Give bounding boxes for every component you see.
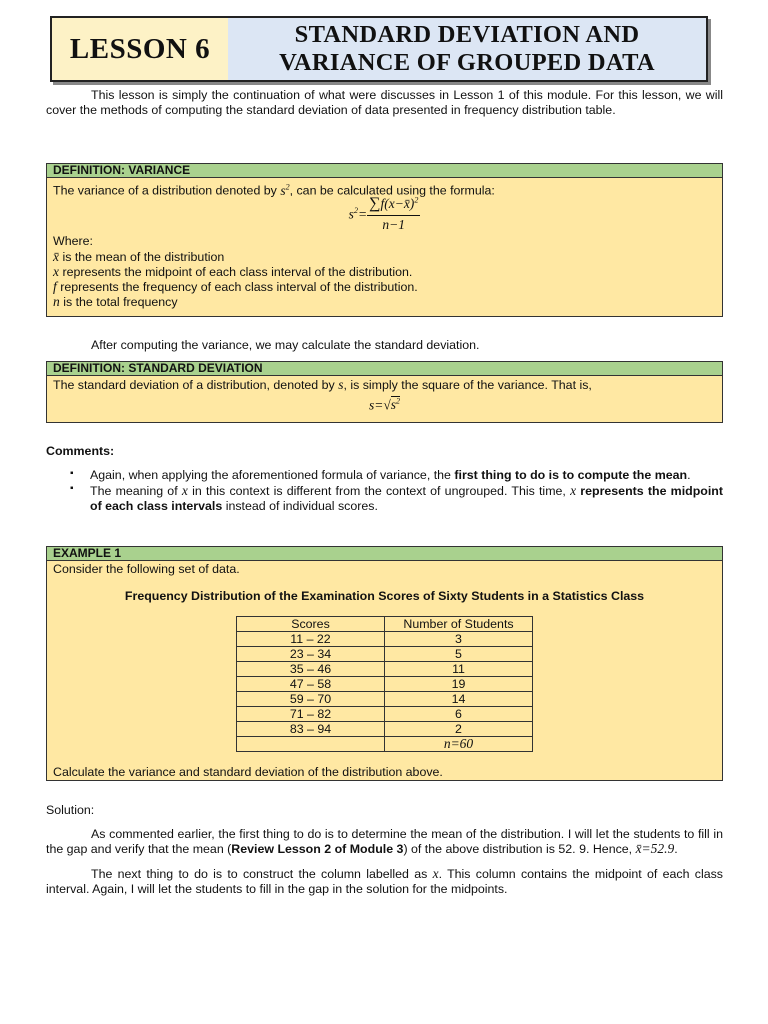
lesson-number: LESSON 6 [52, 18, 228, 80]
variance-heading: DEFINITION: VARIANCE [47, 164, 722, 178]
example-intro: Consider the following set of data. [53, 562, 240, 576]
solution-paragraph-2: The next thing to do is to construct the column labelled as x. This column contains the midpoint of each class interval. Again, I will let the students to fill in the gap in the solution for the midpoints. [46, 866, 723, 897]
comments-heading: Comments: [46, 444, 115, 458]
example-heading: EXAMPLE 1 [47, 547, 722, 561]
table-row: 47 – 58 19 [237, 676, 533, 691]
solution-section [46, 803, 723, 897]
sd-heading: DEFINITION: STANDARD DEVIATION [47, 362, 722, 376]
example-box [46, 546, 723, 781]
table-row: 35 – 46 11 [237, 661, 533, 676]
column-header: Number of Students [385, 616, 533, 631]
where-item: f represents the frequency of each class interval of the distribution. [53, 279, 418, 294]
variance-intro: The variance of a distribution denoted by $s^2$, can be calculated using the formula: [53, 182, 495, 198]
table-header-row [237, 616, 533, 631]
total-frequency: n=60 [385, 736, 533, 751]
table-row: 59 – 70 14 [237, 691, 533, 706]
lesson-title-line2: VARIANCE OF GROUPED DATA [279, 49, 655, 76]
lesson-title-line1: STANDARD DEVIATION AND [294, 21, 640, 49]
lesson-title [228, 18, 706, 80]
sd-text: The standard deviation of a distribution, denoted by s, is simply the square of the variance. That is, [53, 377, 592, 392]
table-row: 83 – 94 2 [237, 721, 533, 736]
comment-item: ▪ The meaning of x in this context is different from the context of ungrouped. This time, x represents the midpoint of each class intervals instead of individual scores. [90, 483, 723, 514]
column-header: Scores [237, 616, 385, 631]
table-row: 71 – 82 6 [237, 706, 533, 721]
variance-formula: $s^2=$ $\frac{\sum f(x-x̄)^2}{n-1}$ [348, 195, 419, 232]
lesson-header [50, 16, 708, 82]
frequency-table [236, 616, 533, 752]
solution-paragraph-1: As commented earlier, the first thing to do is to determine the mean of the distribution. I will let the students to fill in the gap and verify that the mean (Review Lesson 2 of Module 3) of the above distribution is 52. 9. Hence, x̄=52.9. [46, 826, 723, 857]
comments-section [46, 444, 723, 514]
where-label: Where: [53, 234, 93, 248]
table-row: 23 – 34 5 [237, 646, 533, 661]
sd-formula: $s=√s^2$ [368, 396, 401, 413]
where-item: n is the total frequency [53, 294, 178, 309]
intro-paragraph: This lesson is simply the continuation of what were discusses in Lesson 1 of this module. For this lesson, we will cover the methods of computing the standard deviation of data presented in frequency distribution table. [46, 88, 723, 117]
example-task: Calculate the variance and standard deviation of the distribution above. [53, 764, 443, 779]
where-item: x̄ is the mean of the distribution [53, 249, 225, 264]
solution-label: Solution: [46, 803, 95, 817]
sd-definition-box [46, 361, 723, 423]
variance-definition-box [46, 163, 723, 317]
comment-item: ▪ Again, when applying the aforementioned formula of variance, the first thing to do is to compute the mean. [90, 468, 723, 483]
after-variance-text: After computing the variance, we may calculate the standard deviation. [91, 338, 480, 352]
table-total-row [237, 736, 533, 751]
table-row: 11 – 22 3 [237, 631, 533, 646]
where-item: x represents the midpoint of each class interval of the distribution. [53, 264, 413, 279]
table-title: Frequency Distribution of the Examination Scores of Sixty Students in a Statistics Class [124, 589, 645, 603]
